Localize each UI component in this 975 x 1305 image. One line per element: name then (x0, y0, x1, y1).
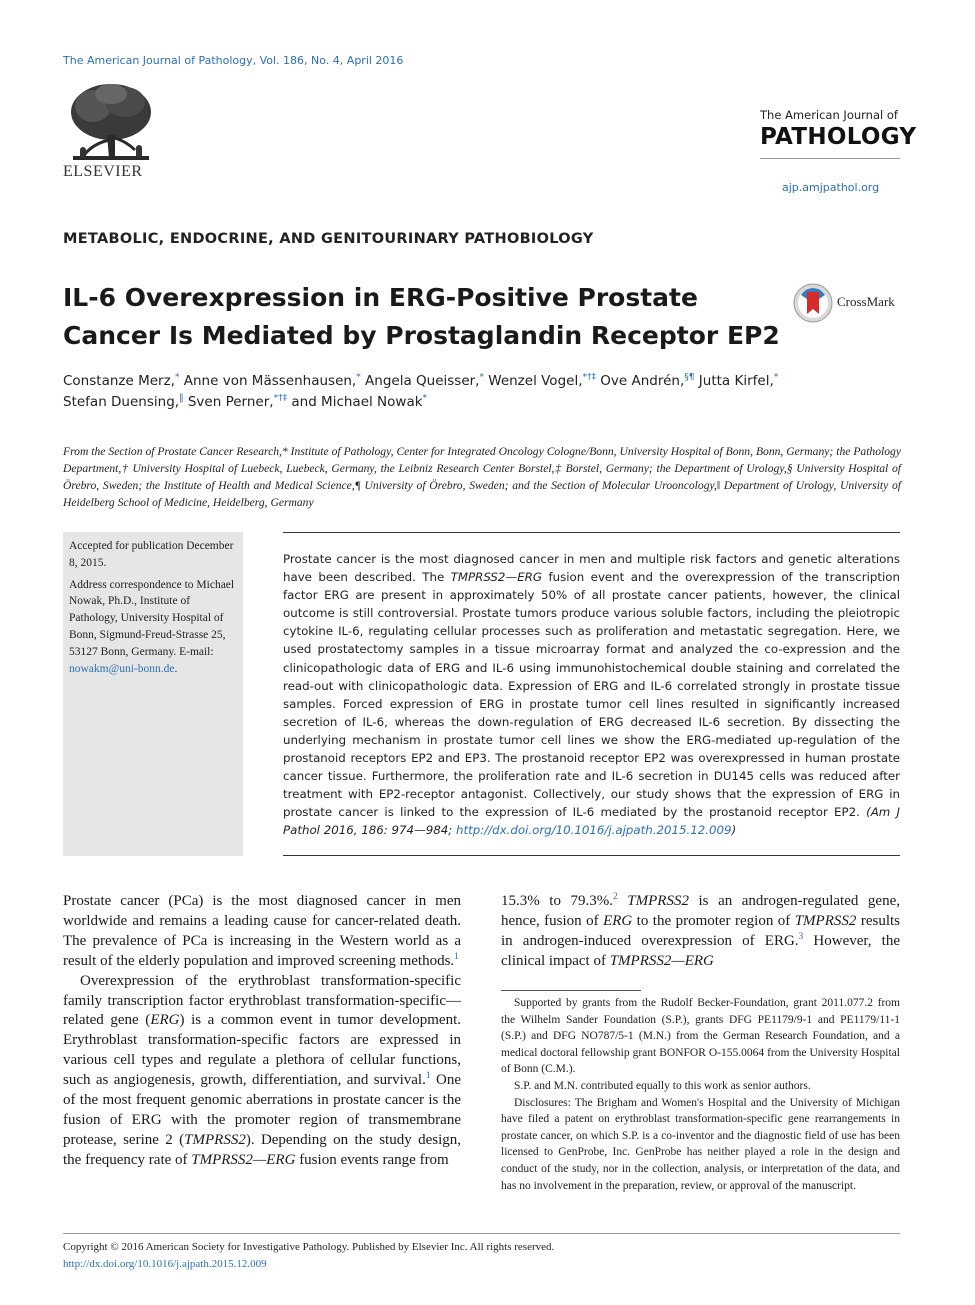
author-mark: * (773, 372, 779, 383)
doi-link[interactable]: http://dx.doi.org/10.1016/j.ajpath.2015.12.009 (63, 1258, 267, 1270)
reference-link[interactable]: 3 (798, 931, 804, 942)
journal-name-small: The American Journal of (760, 108, 898, 122)
footnote-rule (501, 990, 641, 991)
author[interactable]: Wenzel Vogel, (488, 373, 583, 389)
gene-name: TMPRSS2 (794, 912, 857, 929)
paragraph (63, 972, 461, 1171)
reference-link[interactable]: 1 (454, 951, 459, 962)
gene-name: TMPRSS2—ERG (609, 952, 714, 969)
author[interactable]: Jutta Kirfel, (698, 373, 774, 389)
author-mark: * (174, 372, 180, 383)
body-text: to the promoter region of (632, 912, 795, 929)
author[interactable]: Ove Andrén, (600, 373, 685, 389)
author-list (63, 371, 903, 413)
footnotes (501, 995, 900, 1194)
body-text: results in androgen-induced overexpression of ERG. (501, 912, 901, 949)
author-mark: * (356, 372, 361, 383)
journal-citation-line[interactable]: The American Journal of Pathology, Vol. 186, No. 4, April 2016 (63, 54, 404, 67)
publisher-wordmark: ELSEVIER (63, 163, 143, 180)
body-text: 15.3% to 79.3%. (501, 893, 613, 909)
paragraph (63, 892, 461, 972)
author-mark: *†‡ (582, 372, 596, 383)
author-mark: *†‡ (273, 393, 288, 404)
abstract-text: Prostate cancer is the most diagnosed cancer in men and multiple risk factors and genetic alterations have been described. The (283, 552, 900, 585)
article-info-sidebar (63, 532, 243, 856)
body-text: One of the most frequent genomic aberrations in prostate cancer is the fusion of ERG with the promoter region of transmembrane protease, serine 2 ( (63, 1072, 461, 1148)
correspondence-period: . (174, 662, 178, 675)
reference-link[interactable]: 2 (613, 892, 618, 902)
author[interactable]: Anne von Mässenhausen, (183, 373, 357, 389)
title-line-1: IL-6 Overexpression in ERG-Positive Prostate (63, 283, 698, 312)
body-column-right (501, 892, 900, 972)
affiliations: From the Section of Prostate Cancer Research,* Institute of Pathology, Center for Integrated Oncology Cologne/Bonn, University Hospital of Bonn, Bonn, Germany; the Pathology Department,† University Hospital of Luebeck, Luebeck, Germany, the Leibniz Research Center Borstel,‡ Borstel, Germany; the Department of Urology,§ University Hospital of Örebro, Sweden; the Institute of Health and Medical Science,¶ University of Örebro, Sweden; and the Section of Molecular Urooncology,‖ Department of Urology, University of Heidelberg School of Medicine, Heidelberg, Germany (63, 445, 901, 509)
body-text: Prostate cancer (PCa) is the most diagnosed cancer in men worldwide and remains a leading cause for cancer-related death. The prevalence of PCa is increasing in the Western world as a result of the elderly population and improved screening methods. (63, 893, 461, 969)
author[interactable]: Angela Queisser, (365, 373, 480, 389)
body-text: ) is a common event in tumor development. Erythroblast transformation-specific factors are expressed in various cell types and regulate a plethora of cellular functions, such as angiogenesis, growth, differentiation, and survival. (63, 1012, 461, 1089)
header-rule (760, 158, 900, 159)
crossmark-icon[interactable] (793, 283, 833, 323)
journal-name-big: PATHOLOGY (760, 124, 917, 150)
reference-link[interactable]: 1 (425, 1071, 431, 1082)
body-text: However, the clinical impact of (501, 932, 900, 969)
gene-name: TMPRSS2 (184, 1131, 246, 1148)
footer-rule (63, 1233, 900, 1234)
body-text: Overexpression of the erythroblast transformation-specific family transcription factor erythroblast transformation-specific—related gene ( (63, 972, 461, 1029)
funding-note: Supported by grants from the Rudolf Becker-Foundation, grant 2011.077.2 from the Wilhelm Sander Foundation (S.P.), grants DFG PE1179/9-1 and PE1179/11-1 (S.P.) and DFG NO787/5-1 (M.N.) from the German Research Foundation, and a medical doctoral fellowship grant BONFOR O-155.0064 from the University Hospital of Bonn (C.M.). (501, 997, 900, 1076)
body-column-left (63, 892, 461, 1171)
contribution-note: S.P. and M.N. contributed equally to this work as senior authors. (514, 1079, 811, 1092)
abstract-doi-link[interactable]: http://dx.doi.org/10.1016/j.ajpath.2015.12.009 (456, 823, 732, 838)
disclosure-note: Disclosures: The Brigham and Women's Hospital and the University of Michigan have filed a patent on erythroblast transformation-specific gene rearrangements in prostate cancer, on which S.P. is a co-inventor and the diagnostic field of use has been licensed to GenProbe, Inc. GenProbe has neither played a role in the design and conduct of the study, nor in the collection, analysis, or interpretation of the data, and has no involvement in the preparation, review, or approval of the manuscript. (501, 1096, 900, 1192)
author-mark: §¶ (684, 372, 695, 383)
abstract-citation-close: ) (731, 823, 737, 838)
author[interactable]: and Michael Nowak (291, 394, 423, 410)
abstract-citation: (Am J Pathol 2016, 186: 974—984; (283, 805, 900, 838)
paragraph (501, 892, 900, 972)
author[interactable]: Stefan Duensing, (63, 394, 180, 410)
author[interactable]: Sven Perner, (187, 394, 274, 410)
gene-name: TMPRSS2 (627, 893, 689, 909)
section-heading: METABOLIC, ENDOCRINE, AND GENITOURINARY PATHOBIOLOGY (63, 231, 594, 247)
abstract-top-rule (283, 532, 900, 533)
copyright: Copyright © 2016 American Society for Investigative Pathology. Published by Elsevier Inc. All rights reserved. (63, 1241, 555, 1253)
body-text: fusion events range from (295, 1151, 449, 1168)
gene-name: TMPRSS2—ERG (450, 570, 543, 585)
abstract-bottom-rule (283, 855, 900, 856)
abstract (283, 550, 900, 840)
body-text: ). Depending on the study design, the frequency rate of (63, 1131, 461, 1168)
title-line-2: Cancer Is Mediated by Prostaglandin Receptor EP2 (63, 321, 780, 350)
crossmark-label[interactable]: CrossMark (837, 294, 895, 309)
author-mark: * (479, 372, 484, 383)
gene-name: ERG (603, 912, 633, 929)
author-mark: ‖ (179, 393, 184, 404)
accepted-date: Accepted for publication December 8, 2015. (69, 540, 234, 569)
abstract-text: fusion event and the overexpression of the transcription factor ERG are present in approximately 50% of all prostate cancer patients, however, the clinical outcome is still controversial. Prostate tumors produce various soluble factors, including the pleiotropic cytokine IL-6, regulating cellular processes such as proliferation and metastatic segregation. Here, we used prostatectomy samples in a tissue microarray format and analyzed the co-expression and the clinicopathologic data of ERG and IL-6 using immunohistochemical double staining and correlated the read-out with clinicopathologic data. Expression of ERG and IL-6 correlated strongly in prostate tissue samples. Forced expression of ERG in prostate tumor cell lines resulted in significantly increased secretion of IL-6, whereas the down-regulation of ERG decreased IL-6 secretion. By dissecting the underlying mechanism in prostate tumor cell lines we show the ERG-mediated up-regulation of the prostanoid receptors EP2 and EP3. The prostanoid receptor EP2 was overexpressed in human prostate cancer tissue. Furthermore, the proliferation rate and IL-6 secretion in DU145 cells was reduced after treatment with EP2-receptor antagonist. Collectively, our study shows that the expression of ERG in prostate cancer is linked to the expression of IL-6 mediated by the prostanoid receptor EP2. (283, 570, 900, 820)
email-link[interactable]: nowakm@uni-bonn.de (69, 662, 175, 675)
article-title (63, 279, 783, 355)
gene-name: TMPRSS2—ERG (191, 1151, 296, 1168)
author[interactable]: Constanze Merz, (63, 373, 175, 389)
correspondence (69, 577, 237, 678)
gene-name: ERG (150, 1012, 180, 1029)
body-text: is an androgen-regulated gene, hence, fusion of (501, 893, 900, 929)
author-mark: * (422, 393, 428, 404)
journal-url-link[interactable]: ajp.amjpathol.org (782, 181, 880, 194)
correspondence-text: Address correspondence to Michael Nowak, Ph.D., Institute of Pathology, University Hospital of Bonn, Sigmund-Freud-Strasse 25, 53127 Bonn, Germany. E-mail: (69, 578, 235, 658)
